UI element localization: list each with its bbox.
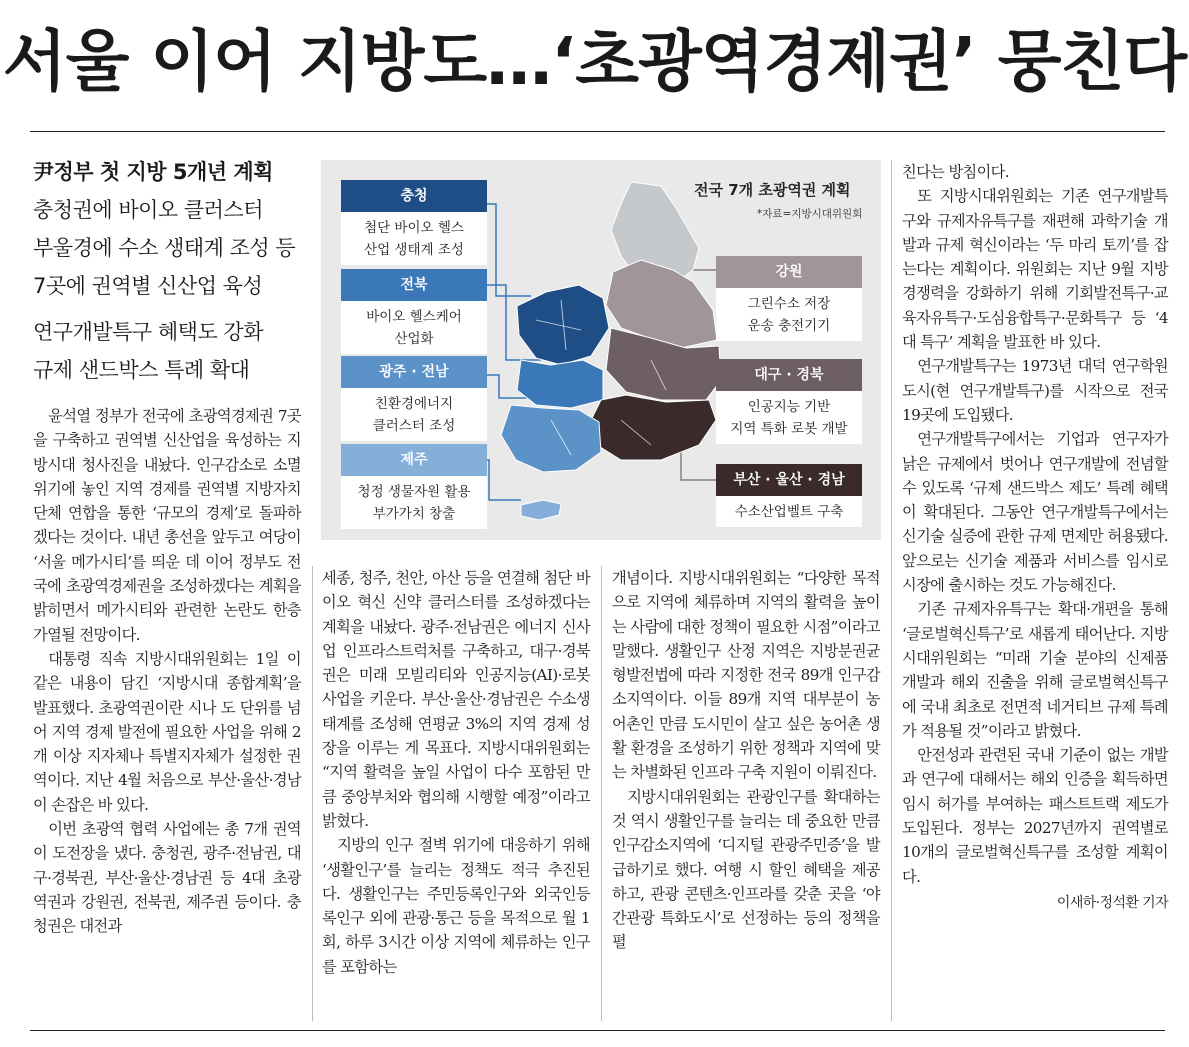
region-desc: 지역 특화 로봇 개발 [730, 421, 848, 437]
paragraph: 연구개발특구는 1973년 대덕 연구학원도시(현 연구개발특구)를 시작으로 전국 19곳에 도입됐다. [902, 357, 1168, 424]
bottom-divider [30, 1030, 1165, 1031]
map-title: 전국 7개 초광역권 계획 [694, 181, 851, 199]
region-desc: 클러스터 조성 [372, 418, 456, 434]
map-source: *자료=지방시대위원회 [757, 208, 863, 220]
region-desc: 인공지능 기반 [747, 399, 831, 415]
region-desc: 운송 충전기기 [747, 318, 831, 334]
region-desc: 바이오 헬스케어 [366, 309, 462, 325]
region-box-chungcheong [341, 180, 487, 265]
paragraph: 기존 규제자유특구는 확대·개편을 통해 ‘글로벌혁신특구’로 새롭게 태어난다. 지방시대위원회는 “미래 기술 분야의 신제품 개발과 해외 진출을 위해 글로벌혁신특구에 국내 최초로 전면적 네거티브 규제 특례가 적용될 것”이라고 밝혔다. [902, 600, 1168, 740]
region-desc: 청정 생물자원 활용 [357, 484, 471, 500]
top-divider [30, 131, 1165, 132]
article-column-2 [322, 566, 590, 979]
subhead-6: 규제 샌드박스 특례 확대 [33, 358, 250, 382]
paragraph: 윤석열 정부가 전국에 초광역경제권 7곳을 구축하고 권역별 신산업을 육성하는 지방시대 청사진을 내놨다. 인구감소로 소멸 위기에 놓인 지역 경제를 권역별 지방자치단체 연합을 통한 ‘규모의 경제’로 돌파하겠다는 것이다. 내년 총선을 앞두고 여당이 ‘서울 메가시티’를 띄운 데 이어 정부도 전국에 초광역경제권을 조성하겠다는 계획을 밝히면서 메가시티와 관련한 논란도 한층 가열될 전망이다. [33, 407, 301, 644]
region-name: 광주 · 전남 [341, 356, 487, 388]
paragraph: 세종, 청주, 천안, 아산 등을 연결해 첨단 바이오 혁신 신약 클러스터를 조성하겠다는 계획을 내놨다. 광주·전남권은 에너지 신사업 인프라스트럭처를 구축하고, 대구·경북권은 미래 모빌리티와 인공지능(AI)·로봇사업을 키운다. 부산·울산·경남권은 수소생태계를 조성해 연평균 3%의 지역 경제 성장을 이루는 게 목표다. 지방시대위원회는 “지역 활력을 높일 사업이 다수 포함된 만큼 중앙부처와 협의해 시행할 예정”이라고 밝혔다. [322, 569, 590, 830]
region-name: 대구 · 경북 [716, 359, 862, 391]
region-chungcheong [517, 285, 609, 365]
subhead-2: 충청권에 바이오 클러스터 [33, 198, 263, 222]
region-box-jeju [341, 444, 487, 529]
subhead-4: 7곳에 권역별 신산업 육성 [33, 274, 263, 298]
paragraph: 친다는 방침이다. [902, 163, 1009, 181]
column-divider [891, 160, 892, 1021]
article-column-4 [902, 160, 1168, 915]
paragraph: 또 지방시대위원회는 기존 연구개발특구와 규제자유특구를 재편해 과학기술 개발과 규제 혁신이라는 ‘두 마리 토끼’를 잡는다는 계획이다. 위원회는 지난 9월 지방 경쟁력을 강화하기 위해 기회발전특구·교육자유특구·도심융합특구·문화특구 등 ‘4대 특구’ 계획을 발표한 바 있다. [902, 187, 1168, 352]
article-column-3 [612, 566, 880, 955]
region-gwangju-jeonnam [501, 405, 601, 472]
region-name: 강원 [716, 256, 862, 288]
region-name: 전북 [341, 269, 487, 301]
paragraph: 연구개발특구에서는 기업과 연구자가 낡은 규제에서 벗어나 연구개발에 전념할 수 있도록 ‘규제 샌드박스 제도’ 특례 혜택이 확대된다. 그동안 연구개발특구에서는 신기술 실증에 관한 규제 면제만 허용됐다. 앞으로는 신기술 제품과 서비스를 임시로 시장에 출시하는 것도 가능해진다. [902, 430, 1168, 595]
region-desc: 수소산업벨트 구축 [734, 504, 844, 520]
paragraph: 지방시대위원회는 관광인구를 확대하는 것 역시 생활인구를 늘리는 데 중요한 만큼 인구감소지역에 ‘디지털 관광주민증’을 발급하기로 했다. 여행 시 할인 혜택을 제공하고, 관광 콘텐츠·인프라를 갖춘 곳을 ‘야간관광 특화도시’로 선정하는 등의 정책을 펼 [612, 787, 880, 952]
column-divider [601, 566, 602, 1021]
paragraph: 지방의 인구 절벽 위기에 대응하기 위해 ‘생활인구’를 늘리는 정책도 적극 추진된다. 생활인구는 주민등록인구와 외국인등록인구 외에 관광·통근 등을 목적으로 월 1회, 하루 3시간 이상 지역에 체류하는 인구를 포함하는 [322, 836, 590, 976]
subhead-1: 尹정부 첫 지방 5개년 계획 [33, 160, 273, 184]
paragraph: 개념이다. 지방시대위원회는 “다양한 목적으로 지역에 체류하며 지역의 활력을 높이는 사람에 대한 정책이 필요한 시점”이라고 말했다. 생활인구 산정 지역은 지방분권균형발전법에 따라 지정한 전국 89개 인구감소지역이다. 이들 89개 지역 대부분이 농어촌인 만큼 도시민이 살고 싶은 농어촌 생활 환경을 조성하기 위한 정책과 지역에 맞는 차별화된 인프라 구축 지원이 이뤄진다. [612, 569, 880, 782]
region-box-busan-ulsan-gyeongnam [716, 464, 862, 527]
region-desc: 친환경에너지 [374, 396, 454, 412]
region-desc: 부가가치 창출 [372, 506, 456, 522]
region-name: 제주 [341, 444, 487, 476]
region-jeonbuk [517, 360, 603, 408]
region-desc: 그린수소 저장 [747, 296, 831, 312]
subhead-5: 연구개발특구 혜택도 강화 [33, 320, 263, 344]
region-name: 부산 · 울산 · 경남 [716, 464, 862, 496]
region-jeju [521, 500, 561, 520]
paragraph: 안전성과 관련된 국내 기준이 없는 개발과 연구에 대해서는 해외 인증을 획득하면 임시 허가를 부여하는 패스트트랙 제도가 도입된다. 정부는 2027년까지 권역별로 10개의 글로벌혁신특구를 조성할 계획이다. [902, 746, 1168, 886]
region-busan-ulsan-gyeongnam [591, 395, 716, 460]
region-box-jeonbuk [341, 269, 487, 354]
region-desc: 첨단 바이오 헬스 [364, 220, 464, 236]
headline: 서울 이어 지방도…‘초광역경제권’ 뭉친다 [2, 23, 1187, 100]
region-box-gwangju-jeonnam [341, 356, 487, 441]
region-box-gangwon [716, 256, 862, 341]
region-desc: 산업화 [394, 331, 434, 347]
paragraph: 대통령 직속 지방시대위원회는 1일 이 같은 내용이 담긴 ‘지방시대 종합계획’을 발표했다. 초광역권이란 시나 도 단위를 넘어 지역 경제 발전에 필요한 사업을 위해 2개 이상 지자체나 특별지자체가 설정한 권역이다. 지난 4월 처음으로 부산·울산·경남이 손잡은 바 있다. [33, 649, 301, 814]
column-divider [312, 566, 313, 1021]
article-column-1 [33, 404, 301, 939]
region-name: 충청 [341, 180, 487, 212]
region-desc: 산업 생태계 조성 [364, 242, 464, 258]
map-infographic [321, 160, 881, 540]
byline: 이새하·정석환 기자 [1056, 894, 1168, 911]
paragraph: 이번 초광역 협력 사업에는 총 7개 권역이 도전장을 냈다. 충청권, 광주·전남권, 대구·경북권, 부산·울산·경남권 등 4대 초광역권과 강원권, 전북권, 제주권 등이다. 충청권은 대전과 [33, 820, 301, 936]
subhead-3: 부울경에 수소 생태계 조성 등 [33, 236, 296, 260]
subheads [33, 153, 313, 389]
region-box-daegu-gyeongbuk [716, 359, 862, 444]
